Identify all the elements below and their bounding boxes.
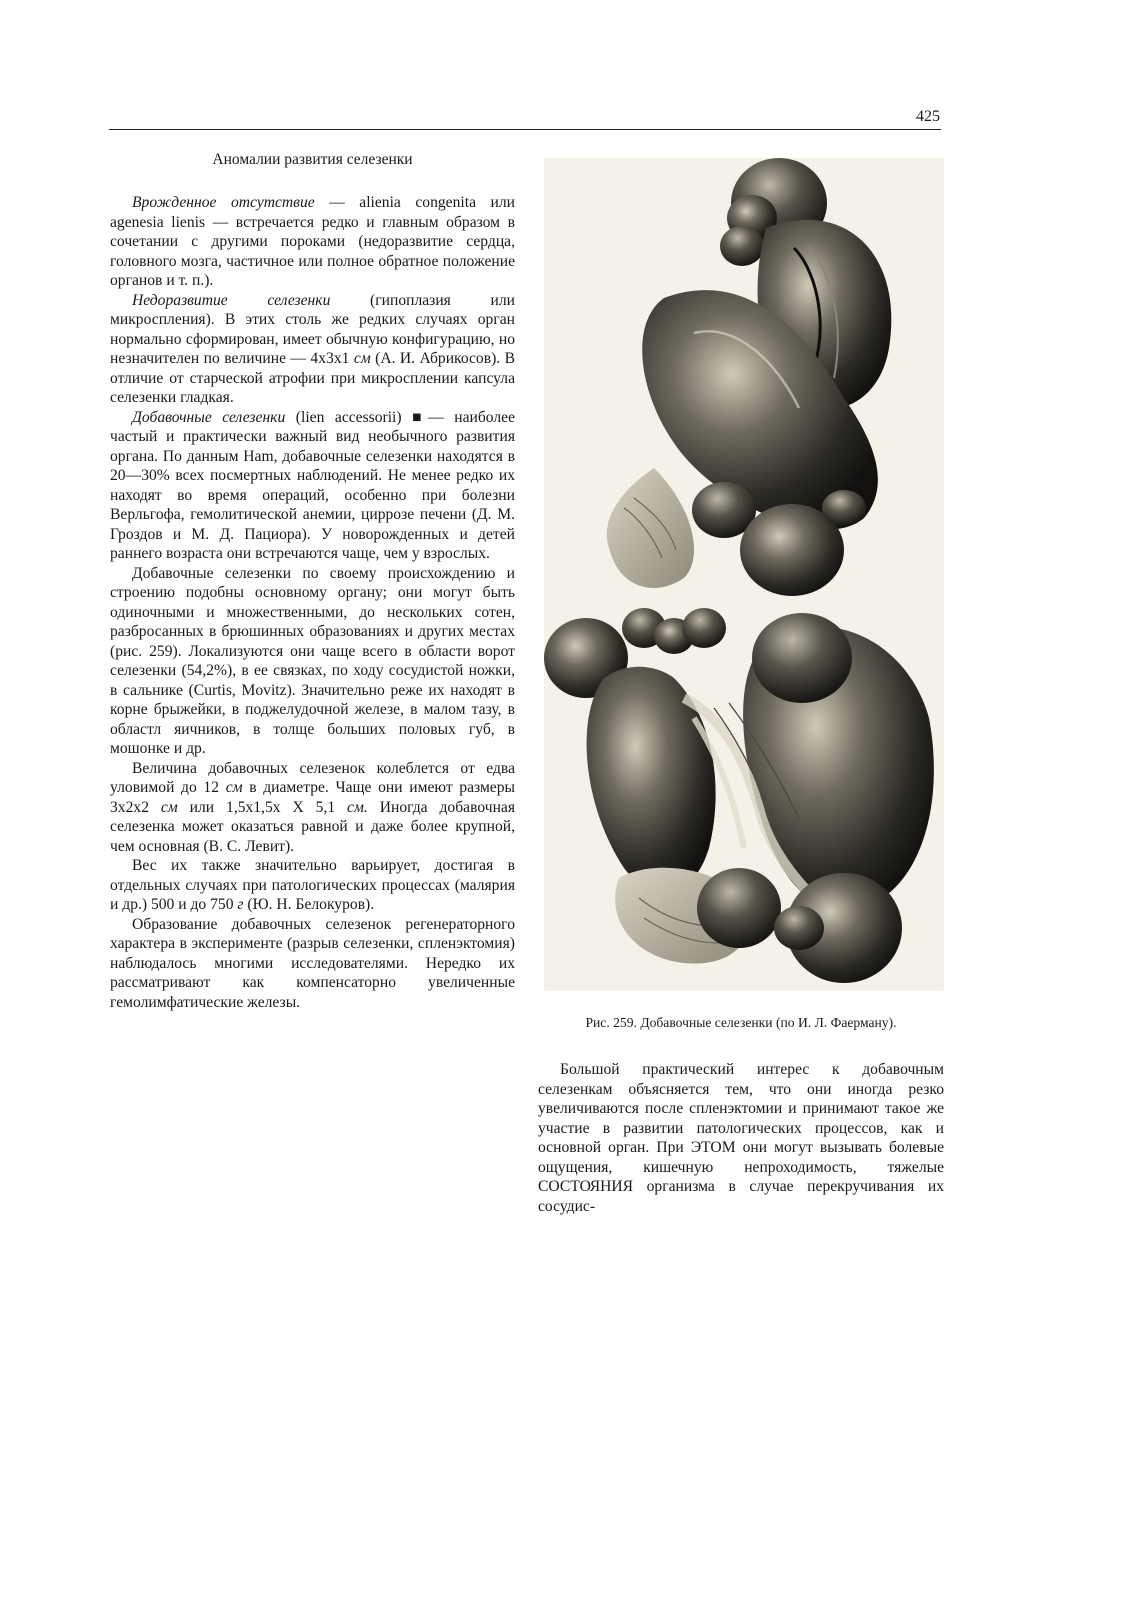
paragraph-hypoplasia xyxy=(110,291,515,408)
figure-accessory-spleens xyxy=(544,158,944,991)
paragraph-text: (А. И. Абрикосов). В отличие от старческой атрофии при микросплении капсула селезенки гладкая. xyxy=(110,350,516,406)
term-accessory: Добавочные селезенки xyxy=(132,408,286,426)
paragraph-text: (Ю. Н. Белокуров). xyxy=(243,896,375,913)
unit-label: см. xyxy=(347,798,368,816)
header-rule xyxy=(109,129,941,130)
page-number: 425 xyxy=(916,108,940,125)
left-column xyxy=(110,150,515,1012)
paragraph-weight xyxy=(110,856,515,915)
paragraph-text: (гипоплазия или микроспления). В этих столь же редких случаях орган нормально сформирован, имеет обычную конфигурацию, но незначителен по величине — 4x3x1 xyxy=(110,291,515,367)
paragraph-text: Добавочные селезенки по своему происхождению и строению подобны основному органу; они могут быть одиночными и множественными, до нескольких сотен, разбросанных в брюшинных образованиях и других местах (рис. 259). Локализуются они чаще всего в области ворот селезенки (54,2%), в ее связках, по ходу сосудистой ножки, в сальнике (Curtis, Movitz). Значительно реже их находят в корне брыжейки, в поджелудочной железе, в малом тазу, в областл яичников, в толще больших половых губ, в мошонке и др. xyxy=(110,564,515,757)
paragraph-text: Вес их также значительно варьирует, достигая в отдельных случаях при патологических процессах (малярия и др.) 500 и до 750 xyxy=(110,857,515,913)
paragraph-size xyxy=(110,759,515,857)
unit-label: см xyxy=(160,798,178,816)
right-column xyxy=(538,1060,944,1216)
paragraph-clinical-interest xyxy=(538,1060,944,1216)
paragraph-accessory xyxy=(110,408,515,564)
paragraph-text: Образование добавочных селезенок регенераторного характера в эксперименте (разрыв селезенки, спленэктомия) наблюдалось многими исследователями. Нередко их рассматривают как компенсаторно увеличенные гемолимфатические железы. xyxy=(110,915,515,1011)
unit-label: см xyxy=(225,779,243,796)
paragraph-text: в диаметре. Чаще они имеют размеры 3x2x2 xyxy=(110,779,516,816)
paragraph-origin xyxy=(110,564,515,759)
unit-label: см xyxy=(353,350,371,367)
term-agenesis: Врожденное отсутствие xyxy=(132,194,315,211)
paragraph-text: Большой практический интерес к добавочным селезенкам объясняется тем, что они иногда резко увеличиваются после спленэктомии и принимают такое же участие в развитии патологических процессов, как и основной орган. При ЭТОМ они могут вызывать болевые ощущения, кишечную непроходимость, тяжелые СОСТОЯНИЯ организма в случае перекручивания их сосудис- xyxy=(538,1061,944,1215)
spleen-illustration xyxy=(544,158,944,991)
term-hypoplasia: Недоразвитие селезенки xyxy=(132,291,331,309)
section-title: Аномалии развития селезенки xyxy=(212,151,413,168)
figure-caption: Рис. 259. Добавочные селезенки (по И. Л. Фаерману). xyxy=(585,1015,897,1030)
paragraph-text: Иногда добавочная селезенка может оказаться равной и даже более крупной, чем основная (В. С. Левит). xyxy=(110,798,516,855)
paragraph-text: (lien accessorii) ■— наиболее частый и практически важный вид необычного развития органа. По данным Ham, добавочные селезенки находятся в 20—30% всех посмертных наблюдений. Не менее редко их находят во время операций, особенно при болезни Верльгофа, гемолитической анемии, циррозе печени (Д. М. Гроздов и М. Д. Пациора). У новорожденных и детей раннего возраста они встречаются чаще, чем у взрослых. xyxy=(110,408,515,562)
paragraph-text: Величина добавочных селезенок колеблется от едва уловимой до 12 xyxy=(110,759,515,796)
unit-label: г xyxy=(237,896,244,913)
paragraph-agenesis xyxy=(110,193,515,291)
paragraph-text: — alienia congenita или agenesia lienis — встречается редко и главным образом в сочетании с другими пороками (недоразвитие сердца, головного мозга, частичное или полное обратное положение органов и т. п.). xyxy=(110,194,515,289)
paragraph-text: или 1,5x1,5x X 5,1 xyxy=(177,798,348,816)
paragraph-regeneration xyxy=(110,915,515,1013)
